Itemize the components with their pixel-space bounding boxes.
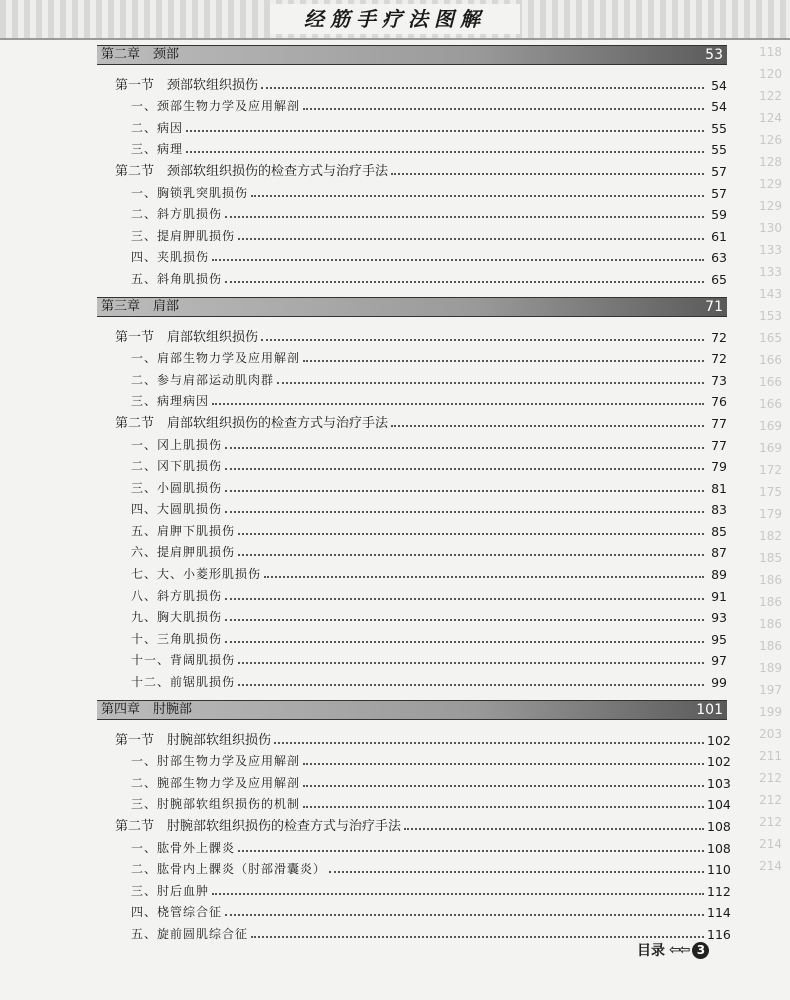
toc-item-entry[interactable]	[97, 604, 727, 626]
dot-leader	[225, 280, 704, 283]
item-page-number: 87	[711, 545, 727, 561]
dot-leader	[225, 618, 704, 621]
dot-leader	[238, 532, 704, 535]
dot-leader	[303, 107, 704, 110]
item-title: 一、肘部生物力学及应用解剖	[131, 754, 301, 769]
toc-item-entry[interactable]	[97, 877, 731, 899]
ghost-page-number: 166	[759, 397, 782, 411]
page-footer	[637, 940, 709, 960]
item-title: 七、大、小菱形肌损伤	[131, 567, 262, 582]
ghost-page-number: 129	[759, 199, 782, 213]
ghost-page-number: 126	[759, 133, 782, 147]
ghost-page-number: 197	[759, 683, 782, 697]
dot-leader	[212, 892, 704, 895]
chapter-page-number: 101	[696, 702, 723, 719]
dot-leader	[225, 446, 704, 449]
item-title: 五、肩胛下肌损伤	[131, 523, 236, 538]
section-title: 第二节 肩部软组织损伤的检查方式与治疗手法	[115, 415, 389, 431]
toc-item-entry[interactable]	[97, 582, 727, 604]
chapter-heading[interactable]	[97, 700, 727, 720]
toc-section-entry[interactable]	[97, 157, 727, 179]
item-title: 三、小圆肌损伤	[131, 480, 223, 495]
toc-item-entry[interactable]	[97, 431, 727, 453]
dot-leader	[303, 805, 704, 808]
section-page-number: 102	[707, 732, 731, 748]
chapter-spacer	[97, 690, 727, 700]
toc-item-entry[interactable]	[97, 560, 727, 582]
item-page-number: 112	[707, 883, 731, 899]
item-title: 八、斜方肌损伤	[131, 588, 223, 603]
item-title: 十二、前锯肌损伤	[131, 675, 236, 690]
ghost-page-number: 182	[759, 529, 782, 543]
dot-leader	[225, 640, 704, 643]
item-page-number: 57	[711, 185, 727, 201]
dot-leader	[251, 935, 704, 938]
item-title: 二、斜方肌损伤	[131, 207, 223, 222]
item-title: 二、参与肩部运动肌肉群	[131, 372, 275, 387]
ghost-page-number: 214	[759, 859, 782, 873]
dot-leader	[212, 258, 704, 261]
item-page-number: 91	[711, 588, 727, 604]
item-page-number: 54	[711, 99, 727, 115]
ghost-page-number: 129	[759, 177, 782, 191]
ghost-page-number: 186	[759, 595, 782, 609]
item-title: 三、病理病因	[131, 394, 210, 409]
item-title: 五、斜角肌损伤	[131, 271, 223, 286]
dot-leader	[225, 597, 704, 600]
page-number-badge: 3	[692, 942, 709, 959]
item-title: 一、冈上肌损伤	[131, 437, 223, 452]
toc-item-entry[interactable]	[97, 453, 727, 475]
header-band	[0, 0, 790, 40]
ghost-page-number: 186	[759, 639, 782, 653]
item-title: 十、三角肌损伤	[131, 631, 223, 646]
item-page-number: 110	[707, 862, 731, 878]
dot-leader	[303, 359, 704, 362]
section-title: 第一节 肘腕部软组织损伤	[115, 732, 272, 748]
dot-leader	[225, 489, 704, 492]
item-title: 五、旋前圆肌综合征	[131, 926, 249, 941]
toc-item-entry[interactable]	[97, 668, 727, 690]
toc-item-entry[interactable]	[97, 222, 727, 244]
ghost-page-number: 212	[759, 815, 782, 829]
item-title: 二、病因	[131, 120, 184, 135]
dot-leader	[225, 215, 704, 218]
dot-leader	[329, 870, 704, 873]
dot-leader	[186, 150, 704, 153]
item-page-number: 104	[707, 797, 731, 813]
item-page-number: 72	[711, 351, 727, 367]
dot-leader	[264, 575, 704, 578]
item-page-number: 89	[711, 567, 727, 583]
item-title: 十一、背阔肌损伤	[131, 653, 236, 668]
ghost-page-number: 166	[759, 353, 782, 367]
ghost-page-number: 128	[759, 155, 782, 169]
dot-leader	[212, 402, 704, 405]
dot-leader	[225, 467, 704, 470]
chapter-heading[interactable]	[97, 297, 727, 317]
chapter-page-number: 53	[705, 47, 723, 63]
ghost-page-number: 186	[759, 617, 782, 631]
chapter-spacer	[97, 287, 727, 297]
dot-leader	[225, 510, 704, 513]
item-title: 二、腕部生物力学及应用解剖	[131, 775, 301, 790]
ghost-page-number: 203	[759, 727, 782, 741]
toc-item-entry[interactable]	[97, 539, 727, 561]
toc-item-entry[interactable]	[97, 647, 727, 669]
item-page-number: 85	[711, 523, 727, 539]
ghost-page-number: 175	[759, 485, 782, 499]
ghost-page-number: 153	[759, 309, 782, 323]
toc-item-entry[interactable]	[97, 136, 727, 158]
item-page-number: 59	[711, 207, 727, 223]
item-page-number: 63	[711, 250, 727, 266]
item-page-number: 81	[711, 480, 727, 496]
dot-leader	[404, 827, 704, 830]
toc-section-entry[interactable]	[97, 812, 731, 834]
section-title: 第一节 颈部软组织损伤	[115, 77, 259, 93]
toc-item-entry[interactable]	[97, 345, 727, 367]
book-title: 经筋手疗法图解	[270, 4, 520, 34]
item-page-number: 55	[711, 120, 727, 136]
section-page-number: 108	[707, 819, 731, 834]
item-page-number: 102	[707, 754, 731, 770]
toc-item-entry[interactable]	[97, 244, 727, 266]
toc-item-entry[interactable]	[97, 474, 727, 496]
item-page-number: 76	[711, 394, 727, 410]
item-title: 二、冈下肌损伤	[131, 459, 223, 474]
ghost-page-number: 133	[759, 265, 782, 279]
dot-leader	[391, 424, 704, 427]
ghost-page-number: 186	[759, 573, 782, 587]
toc-item-entry[interactable]	[97, 179, 727, 201]
ghost-page-number: 185	[759, 551, 782, 565]
toc-item-entry[interactable]	[97, 114, 727, 136]
item-title: 一、胸锁乳突肌损伤	[131, 185, 249, 200]
item-title: 三、病理	[131, 142, 184, 157]
toc-item-entry[interactable]	[97, 748, 731, 770]
toc-item-entry[interactable]	[97, 920, 731, 942]
item-page-number: 95	[711, 631, 727, 647]
toc-item-entry[interactable]	[97, 388, 727, 410]
toc-section-entry[interactable]	[97, 71, 727, 93]
dot-leader	[391, 172, 704, 175]
section-title: 第二节 肘腕部软组织损伤的检查方式与治疗手法	[115, 819, 402, 834]
table-of-contents	[97, 45, 731, 952]
dot-leader	[238, 237, 704, 240]
toc-item-entry[interactable]	[97, 496, 727, 518]
ghost-page-number: 130	[759, 221, 782, 235]
ghost-page-number: 133	[759, 243, 782, 257]
ghost-page-number: 212	[759, 793, 782, 807]
dot-leader	[238, 683, 704, 686]
toc-item-entry[interactable]	[97, 769, 731, 791]
ghost-page-number: 189	[759, 661, 782, 675]
dot-leader	[225, 913, 704, 916]
section-page-number: 72	[711, 329, 727, 345]
chapter-heading[interactable]	[97, 45, 727, 65]
item-title: 六、提肩胛肌损伤	[131, 545, 236, 560]
toc-item-entry[interactable]	[97, 517, 727, 539]
chapter-title: 第三章 肩部	[101, 298, 180, 314]
ghost-page-number: 211	[759, 749, 782, 763]
dot-leader	[303, 762, 704, 765]
item-page-number: 116	[707, 926, 731, 942]
dot-leader	[238, 661, 704, 664]
ghost-page-number: 169	[759, 419, 782, 433]
dot-leader	[277, 381, 704, 384]
toc-item-entry[interactable]	[97, 93, 727, 115]
toc-section-entry[interactable]	[97, 726, 731, 748]
dot-leader	[238, 553, 704, 556]
ghost-page-number: 212	[759, 771, 782, 785]
ghost-page-number: 199	[759, 705, 782, 719]
toc-section-entry[interactable]	[97, 323, 727, 345]
toc-item-entry[interactable]	[97, 201, 727, 223]
item-page-number: 55	[711, 142, 727, 158]
item-title: 四、桡管综合征	[131, 905, 223, 920]
ghost-page-number: 120	[759, 67, 782, 81]
item-title: 九、胸大肌损伤	[131, 610, 223, 625]
ghost-page-number: 166	[759, 375, 782, 389]
section-title: 第一节 肩部软组织损伤	[115, 329, 259, 345]
toc-item-entry[interactable]	[97, 856, 731, 878]
dot-leader	[261, 338, 704, 341]
item-page-number: 83	[711, 502, 727, 518]
item-page-number: 73	[711, 372, 727, 388]
section-title: 第二节 颈部软组织损伤的检查方式与治疗手法	[115, 163, 389, 179]
item-page-number: 97	[711, 653, 727, 669]
bleed-through-page-numbers	[722, 45, 782, 925]
item-page-number: 108	[707, 840, 731, 856]
item-page-number: 65	[711, 271, 727, 287]
item-title: 三、肘腕部软组织损伤的机制	[131, 797, 301, 812]
dot-leader	[238, 849, 704, 852]
item-page-number: 114	[707, 905, 731, 921]
toc-section-entry[interactable]	[97, 409, 727, 431]
chapter-spacer	[97, 942, 727, 952]
section-page-number: 57	[711, 163, 727, 179]
ghost-page-number: 118	[759, 45, 782, 59]
toc-item-entry[interactable]	[97, 366, 727, 388]
item-title: 三、提肩胛肌损伤	[131, 228, 236, 243]
ghost-page-number: 172	[759, 463, 782, 477]
ghost-page-number: 214	[759, 837, 782, 851]
footer-label: 目录	[637, 943, 665, 959]
toc-item-entry[interactable]	[97, 791, 731, 813]
toc-item-entry[interactable]	[97, 625, 727, 647]
section-page-number: 77	[711, 415, 727, 431]
item-title: 三、肘后血肿	[131, 883, 210, 898]
chapter-title: 第四章 肘腕部	[101, 702, 193, 718]
section-page-number: 54	[711, 77, 727, 93]
toc-item-entry[interactable]	[97, 265, 727, 287]
item-page-number: 99	[711, 675, 727, 691]
arrow-left-icon: ⇦⇦	[669, 942, 689, 958]
item-page-number: 77	[711, 437, 727, 453]
ghost-page-number: 122	[759, 89, 782, 103]
item-title: 一、肱骨外上髁炎	[131, 840, 236, 855]
item-title: 一、颈部生物力学及应用解剖	[131, 99, 301, 114]
dot-leader	[274, 741, 704, 744]
toc-item-entry[interactable]	[97, 834, 731, 856]
dot-leader	[261, 86, 704, 89]
chapter-title: 第二章 颈部	[101, 47, 180, 62]
ghost-page-number: 143	[759, 287, 782, 301]
ghost-page-number: 179	[759, 507, 782, 521]
item-title: 二、肱骨内上髁炎（肘部滑囊炎）	[131, 862, 327, 877]
dot-leader	[251, 194, 704, 197]
item-page-number: 61	[711, 228, 727, 244]
dot-leader	[186, 129, 704, 132]
item-page-number: 103	[707, 775, 731, 791]
item-title: 四、夹肌损伤	[131, 250, 210, 265]
item-title: 四、大圆肌损伤	[131, 502, 223, 517]
item-page-number: 93	[711, 610, 727, 626]
toc-item-entry[interactable]	[97, 899, 731, 921]
item-title: 一、肩部生物力学及应用解剖	[131, 351, 301, 366]
ghost-page-number: 124	[759, 111, 782, 125]
chapter-page-number: 71	[705, 298, 723, 315]
ghost-page-number: 165	[759, 331, 782, 345]
ghost-page-number: 169	[759, 441, 782, 455]
item-page-number: 79	[711, 459, 727, 475]
dot-leader	[303, 784, 704, 787]
